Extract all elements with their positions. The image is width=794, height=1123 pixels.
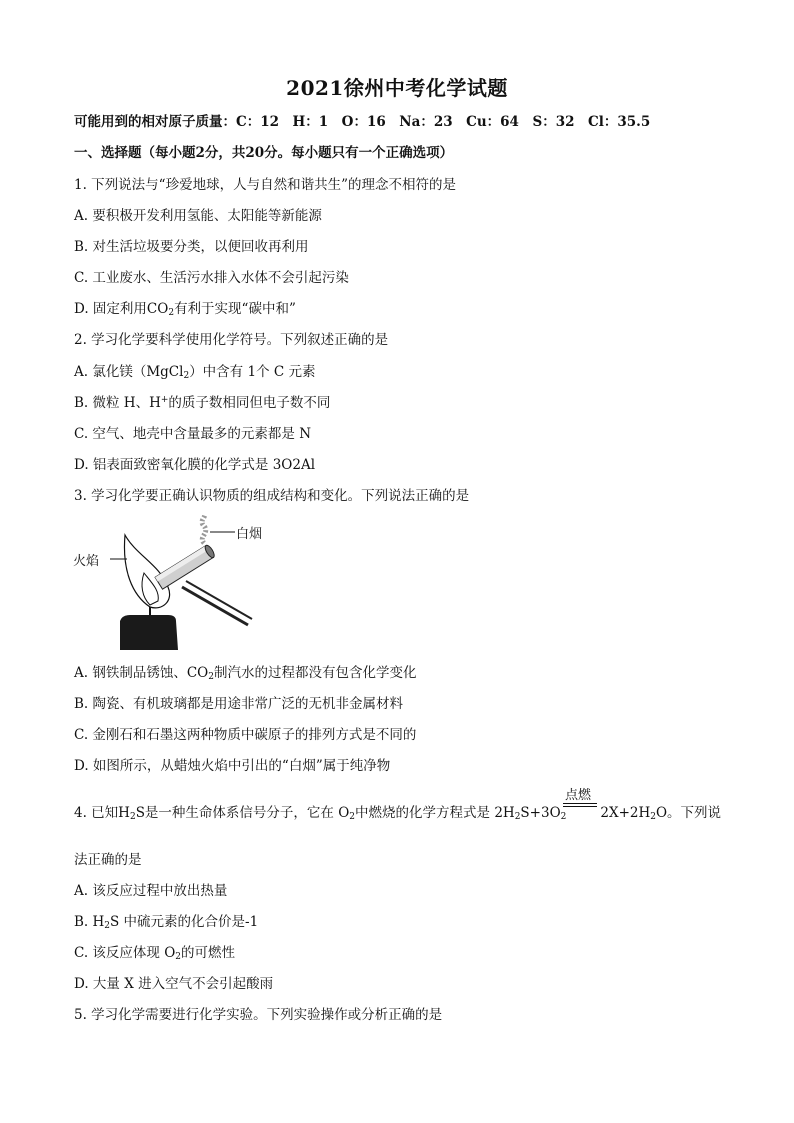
smoke-label: 白烟 bbox=[236, 527, 263, 542]
q2-option-d: D. 铝表面致密氧化膜的化学式是 3O2Al bbox=[74, 457, 316, 473]
q1-option-a: A. 要积极开发利用氢能、太阳能等新能源 bbox=[74, 208, 322, 224]
q4-stem: 4. 已知$H_2S$是一种生命体系信号分子，它在 $O_2$中燃烧的化学方程式是 $2H_2S+3O_2$ $2X+2H_2O$。下列说 bbox=[74, 805, 722, 822]
q1-stem: 1. 下列说法与“珍爱地球，人与自然和谐共生”的理念不相符的是 bbox=[74, 177, 456, 193]
q4-option-c: C. 该反应体现 $O_2$的可燃性 bbox=[74, 945, 236, 962]
equation-bar-top bbox=[563, 803, 597, 804]
q2-option-a: A. 氯化镁（MgCl$_2$）中含有 1个 C 元素 bbox=[74, 364, 316, 381]
q1-option-b: B. 对生活垃圾要分类，以便回收再利用 bbox=[74, 239, 309, 255]
flame-label: 火焰 bbox=[73, 554, 100, 569]
q2-option-c: C. 空气、地壳中含量最多的元素都是 N bbox=[74, 426, 312, 442]
equation-bar-bottom bbox=[563, 806, 597, 807]
q1-option-c: C. 工业废水、生活污水排入水体不会引起污染 bbox=[74, 270, 349, 286]
q4-option-d: D. 大量 X 进入空气不会引起酸雨 bbox=[74, 976, 274, 992]
reaction-condition: 点燃 bbox=[565, 788, 592, 803]
q4-option-a: A. 该反应过程中放出热量 bbox=[74, 883, 228, 899]
q1-option-d: D. 固定利用$CO_2$有利于实现“碳中和” bbox=[74, 301, 296, 318]
q3-option-a: A. 钢铁制品锈蚀、$CO_2$制汽水的过程都没有包含化学变化 bbox=[74, 665, 417, 682]
q3-stem: 3. 学习化学要正确认识物质的组成结构和变化。下列说法正确的是 bbox=[74, 488, 470, 504]
q2-option-b: B. 微粒 H、H+的质子数相同但电子数不同 bbox=[74, 395, 331, 411]
q4-stem-continued: 法正确的是 bbox=[74, 852, 142, 868]
section-heading: 一、选择题（每小题2分，共20分。每小题只有一个正确选项） bbox=[74, 145, 454, 161]
q3-option-d: D. 如图所示，从蜡烛火焰中引出的“白烟”属于纯净物 bbox=[74, 758, 391, 774]
q3-option-c: C. 金刚石和石墨这两种物质中碳原子的排列方式是不同的 bbox=[74, 727, 417, 743]
q2-stem: 2. 学习化学要科学使用化学符号。下列叙述正确的是 bbox=[74, 332, 389, 348]
q4-option-b: B. $H_2S$ 中硫元素的化合价是-1 bbox=[74, 914, 259, 931]
atomic-masses: 可能用到的相对原子质量：C：12 H：1 O：16 Na：23 Cu：64 S：32 Cl：35.5 bbox=[74, 114, 651, 130]
page-title: 2021徐州中考化学试题 bbox=[286, 76, 508, 100]
candle-figure bbox=[70, 515, 280, 655]
q5-stem: 5. 学习化学需要进行化学实验。下列实验操作或分析正确的是 bbox=[74, 1007, 443, 1023]
q3-option-b: B. 陶瓷、有机玻璃都是用途非常广泛的无机非金属材料 bbox=[74, 696, 404, 712]
